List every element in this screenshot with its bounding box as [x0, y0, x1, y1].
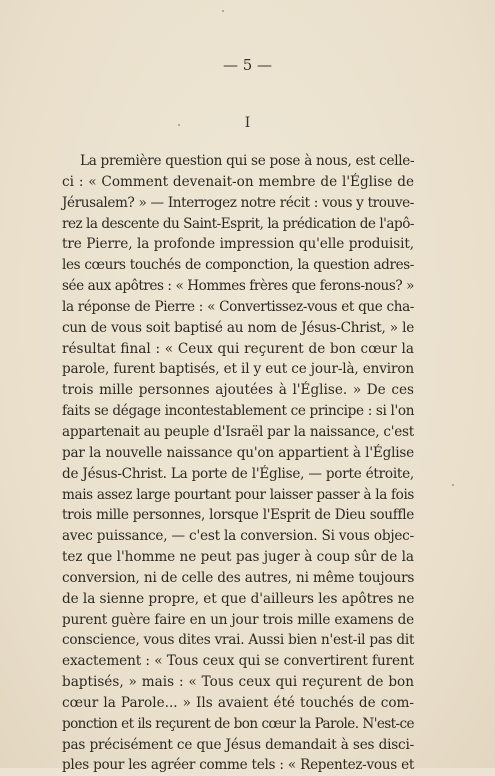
- text-line: La première question qui se pose à nous, est celle-: [80, 153, 415, 169]
- text-line: mais assez large pourtant pour laisser passer à la fois: [62, 486, 414, 503]
- text-line: la réponse de Pierre : « Convertissez-vous et que cha-: [62, 298, 414, 315]
- text-line: Jérusalem? » — Interrogez notre récit : vous y trouve-: [62, 194, 414, 211]
- text-line: cœur la Parole... » Ils avaient été touchés de com-: [62, 694, 414, 711]
- text-line: tez que l'homme ne peut pas juger à coup sûr de la: [62, 549, 414, 566]
- text-line: parole, furent baptisés, et il y eut ce jour-là, environ: [62, 361, 414, 378]
- paper-speck: [452, 484, 454, 486]
- text-line: conversion, ni de celle des autres, ni même toujours: [62, 569, 415, 586]
- text-line: sée aux apôtres : « Hommes frères que ferons-nous? »: [62, 278, 414, 295]
- paper-speck: [222, 10, 224, 12]
- text-line: ponction et ils reçurent de bon cœur la Parole. N'est-ce: [62, 715, 414, 732]
- text-line: pas précisément ce que Jésus demandait à ses disci-: [62, 736, 414, 753]
- text-line: par la nouvelle naissance qu'on appartient à l'Église: [62, 444, 414, 461]
- text-line: faits se dégage incontestablement ce principe : si l'on: [62, 403, 415, 420]
- section-number: I: [244, 115, 251, 131]
- text-line: trois mille personnes, lorsque l'Esprit de Dieu souffle: [62, 507, 414, 524]
- text-line: trois mille personnes ajoutées à l'Église. » De ces: [62, 382, 414, 399]
- text-line: rez la descente du Saint-Esprit, la prédication de l'apô-: [62, 215, 414, 232]
- text-line: les cœurs touchés de componction, la question adres-: [62, 257, 414, 274]
- body-text: [62, 151, 414, 776]
- text-line: tre Pierre, la profonde impression qu'elle produisit,: [62, 236, 414, 253]
- page-number: — 5 —: [222, 56, 273, 74]
- text-line: conscience, vous dites vrai. Aussi bien n'est-il pas dit: [62, 632, 415, 649]
- text-line: avec puissance, — c'est la conversion. Si vous objec-: [62, 528, 414, 545]
- text-line: ples pour les agréer comme tels : « Repentez-vous et: [62, 757, 414, 774]
- text-line: ci : « Comment devenait-on membre de l'Église de: [62, 173, 414, 190]
- text-line: cun de vous soit baptisé au nom de Jésus-Christ, » le: [62, 319, 414, 336]
- text-line: appartenait au peuple d'Israël par la naissance, c'est: [62, 423, 414, 440]
- text-line: purent guère faire en un jour trois mille examens de: [62, 611, 414, 628]
- text-line: baptisés, » mais : « Tous ceux qui reçurent de bon: [62, 674, 414, 691]
- text-line: de Jésus-Christ. La porte de l'Église, — porte étroite,: [62, 465, 414, 482]
- text-line: exactement : « Tous ceux qui se convertirent furent: [62, 653, 414, 670]
- text-line: de la sienne propre, et que d'ailleurs les apôtres ne: [62, 590, 415, 607]
- text-line: résultat final : « Ceux qui reçurent de bon cœur la: [62, 340, 414, 357]
